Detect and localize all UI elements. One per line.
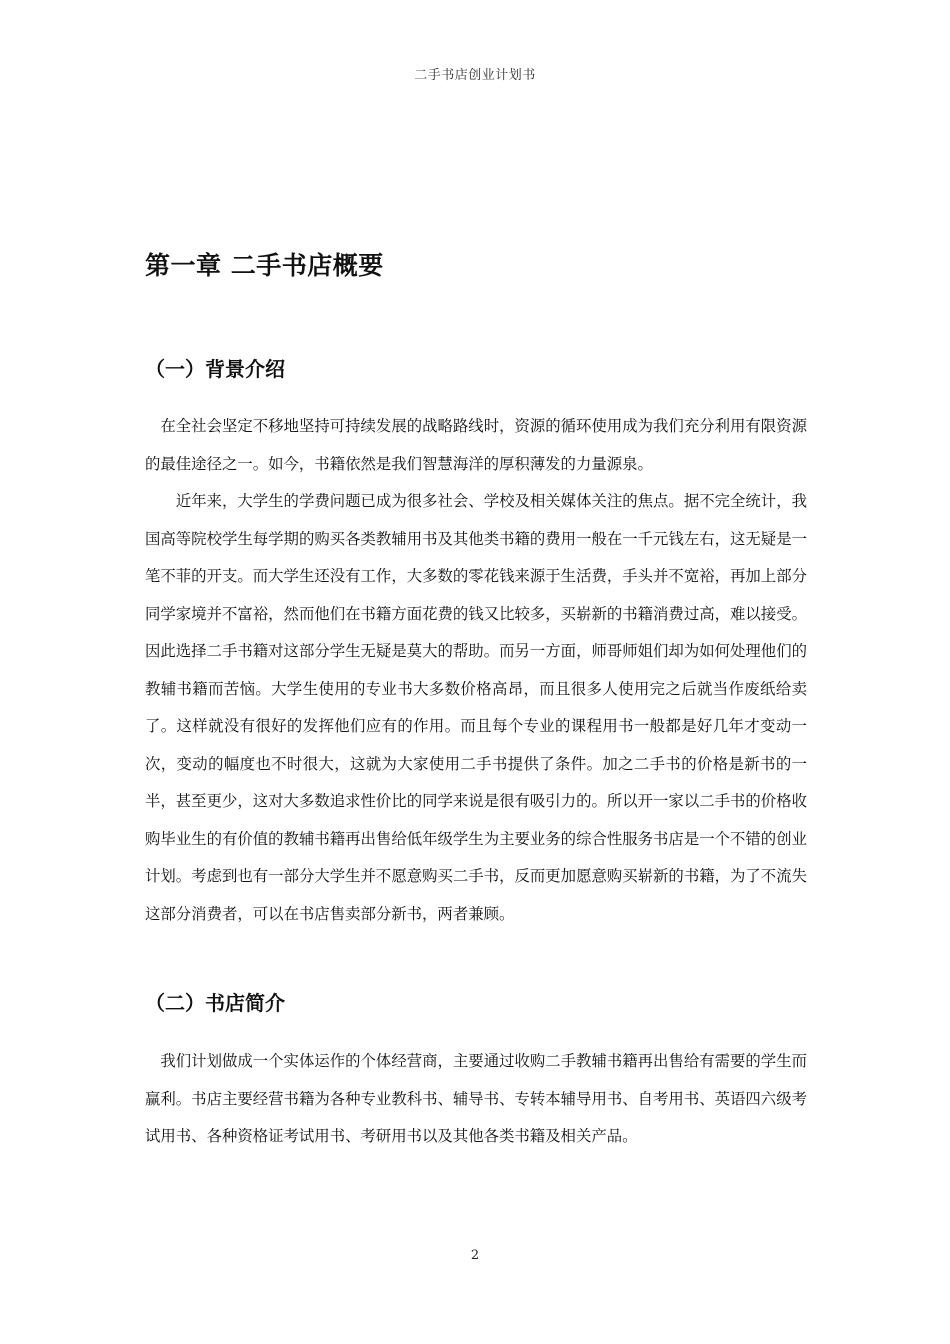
paragraph: 在全社会坚定不移地坚持可持续发展的战略路线时，资源的循环使用成为我们充分利用有限资源的最佳途径之一。如今，书籍依然是我们智慧海洋的厚积薄发的力量源泉。 [145,417,807,473]
chapter-title: 第一章 二手书店概要 [145,251,384,280]
page-header: 二手书店创业计划书 [414,68,536,83]
section-body-bookstore-intro [145,1043,807,1156]
paragraph: 近年来，大学生的学费问题已成为很多社会、学校及相关媒体关注的焦点。据不完全统计，我国高等院校学生每学期的购买各类教辅用书及其他类书籍的费用一般在一千元钱左右，这无疑是一笔不菲的开支。而大学生还没有工作，大多数的零花钱来源于生活费，手头并不宽裕，再加上部分同学家境并不富裕，然而他们在书籍方面花费的钱又比较多，买崭新的书籍消费过高，难以接受。因此选择二手书籍对这部分学生无疑是莫大的帮助。而另一方面，师哥师姐们却为如何处理他们的教辅书籍而苦恼。大学生使用的专业书大多数价格高昂，而且很多人使用完之后就当作废纸给卖了。这样就没有很好的发挥他们应有的作用。而且每个专业的课程用书一般都是好几年才变动一次，变动的幅度也不时很大，这就为大家使用二手书提供了条件。加之二手书的价格是新书的一半，甚至更少，这对大多数追求性价比的同学来说是很有吸引力的。所以开一家以二手书的价格收购毕业生的有价值的教辅书籍再出售给低年级学生为主要业务的综合性服务书店是一个不错的创业计划。考虑到也有一部分大学生并不愿意购买二手书，反而更加愿意购买崭新的书籍，为了不流失这部分消费者，可以在书店售卖部分新书，两者兼顾。 [145,492,807,923]
section-title-background: （一）背景介绍 [145,357,285,381]
section-title-bookstore-intro: （二）书店简介 [145,991,285,1015]
paragraph: 我们计划做成一个实体运作的个体经营商，主要通过收购二手教辅书籍再出售给有需要的学生而赢利。书店主要经营书籍为各种专业教科书、辅导书、专转本辅导用书、自考用书、英语四六级考试用书、各种资格证考试用书、考研用书以及其他各类书籍及相关产品。 [145,1052,807,1145]
section-body-background [145,408,807,933]
page-number: 2 [470,1248,480,1263]
